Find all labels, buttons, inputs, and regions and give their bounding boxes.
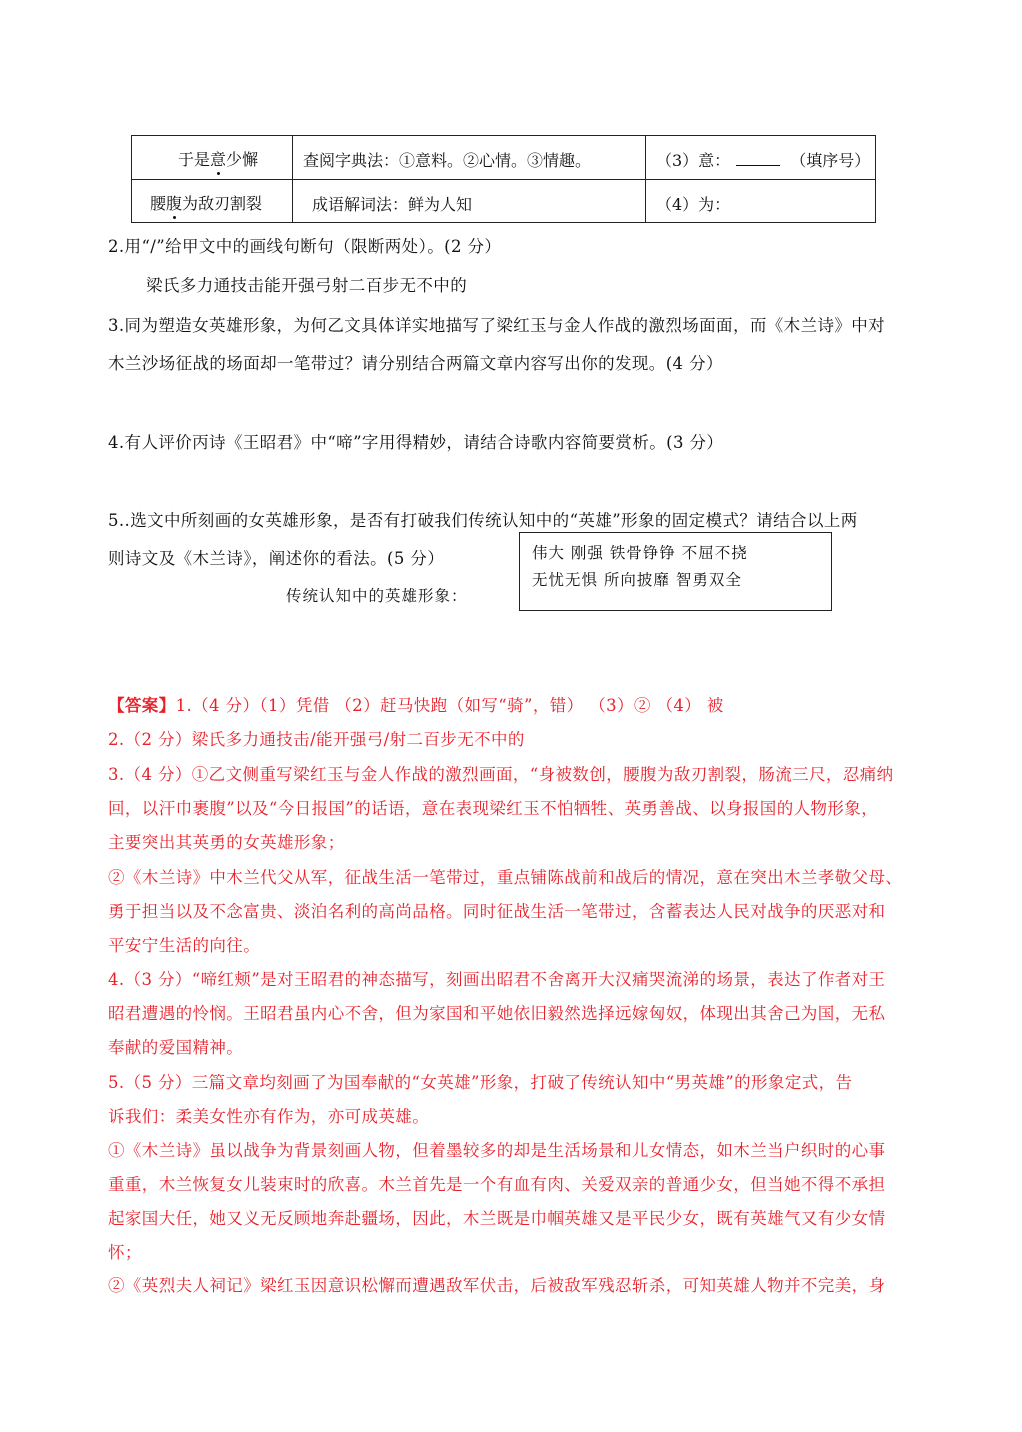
answer-4-line: 4.（3 分）“啼红颊”是对王昭君的神态描写，刻画出昭君不舍离开大汉痛哭流涕的场景，表达了作者对王 — [108, 970, 886, 989]
question-5-line: 5..选文中所刻画的女英雄形象，是否有打破我们传统认知中的“英雄”形象的固定模式？请结合以上两 — [108, 511, 858, 530]
table-task: （3）意： （填序号） — [656, 151, 871, 170]
answer-5-line: 怀； — [108, 1243, 142, 1262]
hero-box-label: 传统认知中的英雄形象： — [286, 587, 468, 605]
answer-5-line: 重重，木兰恢复女儿装束时的欣喜。木兰首先是一个有血有肉、关爱双亲的普通少女，但当她不得不承担 — [108, 1175, 886, 1194]
answer-3-line: 主要突出其英勇的女英雄形象； — [108, 833, 345, 852]
question-4: 4.有人评价丙诗《王昭君》中“啼”字用得精妙，请结合诗歌内容简要赏析。(3 分） — [108, 433, 724, 452]
vocab-table — [131, 135, 876, 223]
table-col-divider — [292, 136, 293, 222]
answer-4-line: 奉献的爱国精神。 — [108, 1038, 244, 1057]
answer-3-line: 勇于担当以及不念富贵、淡泊名利的高尚品格。同时征战生活一笔带过，含蓄表达人民对战争的厌恶对和 — [108, 902, 886, 921]
answer-5-line: 5.（5 分）三篇文章均刻画了为国奉献的“女英雄”形象，打破了传统认知中“男英雄”的形象定式，告 — [108, 1073, 853, 1092]
question-5-line: 则诗文及《木兰诗》，阐述你的看法。(5 分） — [108, 549, 445, 568]
answer-blank — [736, 151, 780, 166]
answer-3-line: 平安宁生活的向往。 — [108, 936, 261, 955]
table-word: 腰腹为敌刃割裂 — [150, 191, 262, 214]
answer-5-line: ①《木兰诗》虽以战争为背景刻画人物，但着墨较多的却是生活场景和儿女情态，如木兰当户织时的心事 — [108, 1141, 886, 1160]
table-method: 成语解词法：鲜为人知 — [312, 195, 473, 214]
question-2-sentence: 梁氏多力通技击能开强弓射二百步无不中的 — [146, 276, 468, 295]
hero-traits-box — [519, 532, 832, 611]
hero-traits-line: 无忧无惧 所向披靡 智勇双全 — [532, 571, 742, 589]
table-task: （4）为： — [656, 195, 731, 214]
answer-3-line: ②《木兰诗》中木兰代父从军，征战生活一笔带过，重点铺陈战前和战后的情况，意在突出木兰孝敬父母、 — [108, 868, 903, 887]
question-2: 2.用“/”给甲文中的画线句断句（限断两处）。(2 分） — [108, 237, 502, 256]
answer-2: 2.（2 分）梁氏多力通技击/能开强弓/射二百步无不中的 — [108, 730, 525, 749]
answer-5-line: 起家国大任，她又义无反顾地奔赴疆场，因此，木兰既是巾帼英雄又是平民少女，既有英雄气又有少女情 — [108, 1209, 886, 1228]
answer-5-line: ②《英烈夫人祠记》梁红玉因意识松懈而遭遇敌军伏击，后被敌军残忍斩杀，可知英雄人物并不完美，身 — [108, 1276, 886, 1295]
answer-4-line: 昭君遭遇的怜悯。王昭君虽内心不舍，但为家国和平她依旧毅然选择远嫁匈奴，体现出其舍己为国，无私 — [108, 1004, 886, 1023]
answer-1: 【答案】1.（4 分）（1）凭借 （2）赶马快跑（如写“骑”，错） （3）② （4） 被 — [108, 696, 724, 715]
answer-tag: 【答案】 — [108, 696, 176, 715]
question-3-line: 3.同为塑造女英雄形象，为何乙文具体详实地描写了梁红玉与金人作战的激烈场面面，而《木兰诗》中对 — [108, 316, 886, 335]
answer-5-line: 诉我们：柔美女性亦有作为，亦可成英雄。 — [108, 1107, 430, 1126]
answer-3-line: 回，以汗巾裹腹”以及“今日报国”的话语，意在表现梁红玉不怕牺牲、英勇善战、以身报国的人物形象， — [108, 799, 879, 818]
table-method: 查阅字典法：①意料。②心情。③情趣。 — [303, 151, 592, 170]
table-row-divider — [132, 179, 875, 180]
hero-traits-line: 伟大 刚强 铁骨铮铮 不屈不挠 — [532, 544, 748, 562]
table-col-divider — [645, 136, 646, 222]
question-3-line: 木兰沙场征战的场面却一笔带过？请分别结合两篇文章内容写出你的发现。(4 分） — [108, 354, 723, 373]
table-word: 于是意少懈 — [178, 147, 258, 170]
answer-3-line: 3.（4 分）①乙文侧重写梁红玉与金人作战的激烈画面，“身被数创，腰腹为敌刃割裂，肠流三尺，忍痛纳 — [108, 765, 894, 784]
